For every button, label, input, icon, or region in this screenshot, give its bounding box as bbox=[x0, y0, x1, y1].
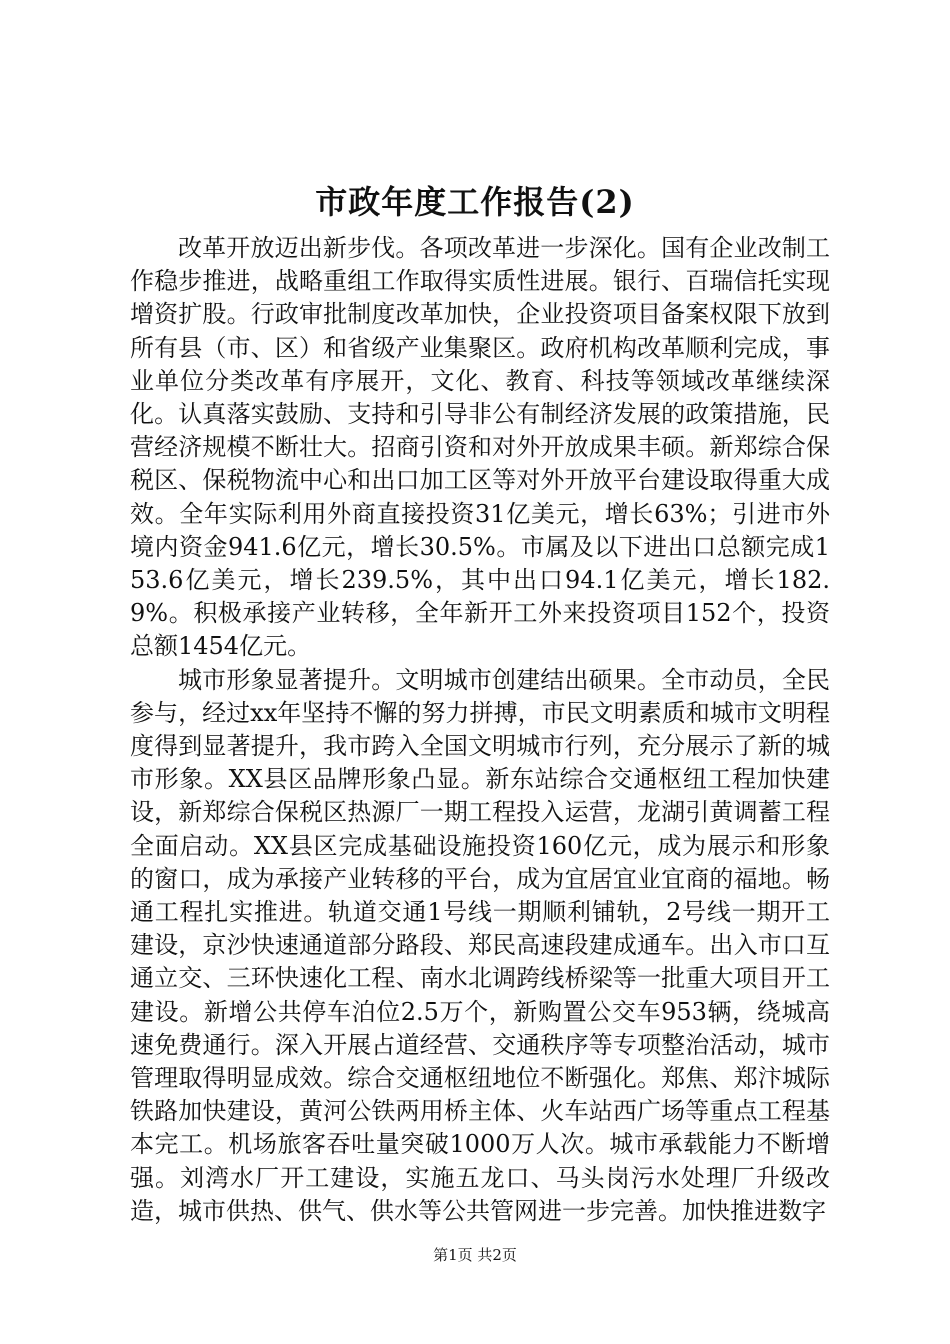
paragraph-reform: 改革开放迈出新步伐。各项改革进一步深化。国有企业改制工作稳步推进，战略重组工作取得实质性进展。银行、百瑞信托实现增资扩股。行政审批制度改革加快，企业投资项目备案权限下放到所有县（市、区）和省级产业集聚区。政府机构改革顺利完成，事业单位分类改革有序展开，文化、教育、科技等领域改革继续深化。认真落实鼓励、支持和引导非公有制经济发展的政策措施，民营经济规模不断壮大。招商引资和对外开放成果丰硕。新郑综合保税区、保税物流中心和出口加工区等对外开放平台建设取得重大成效。全年实际利用外商直接投资31亿美元，增长63%；引进市外境内资金941.6亿元，增长30.5%。市属及以下进出口总额完成153.6亿美元，增长239.5%，其中出口94.1亿美元，增长182.9%。积极承接产业转移，全年新开工外来投资项目152个，投资总额1454亿元。 bbox=[130, 234, 830, 661]
paragraph-city-image: 城市形象显著提升。文明城市创建结出硕果。全市动员，全民参与，经过xx年坚持不懈的努力拼搏，市民文明素质和城市文明程度得到显著提升，我市跨入全国文明城市行列，充分展示了新的城市形象。XX县区品牌形象凸显。新东站综合交通枢纽工程加快建设，新郑综合保税区热源厂一期工程投入运营，龙湖引黄调蓄工程全面启动。XX县区完成基础设施投资160亿元，成为展示和形象的窗口，成为承接产业转移的平台，成为宜居宜业宜商的福地。畅通工程扎实推进。轨道交通1号线一期顺利铺轨，2号线一期开工建设，京沙快速通道部分路段、郑民高速段建成通车。出入市口互通立交、三环快速化工程、南水北调跨线桥梁等一批重大项目开工建设。新增公共停车泊位2.5万个，新购置公交车953辆，绕城高速免费通行。深入开展占道经营、交通秩序等专项整治活动，城市管理取得明显成效。综合交通枢纽地位不断强化。郑焦、郑汴城际铁路加快建设，黄河公铁两用桥主体、火车站西广场等重点工程基本完工。机场旅客吞吐量突破1000万人次。城市承载能力不断增强。刘湾水厂开工建设，实施五龙口、马头岗污水处理厂升级改造，城市供热、供气、供水等公共管网进一步完善。加快推进数字 bbox=[130, 665, 830, 1225]
page-number: 第1页 共2页 bbox=[433, 1246, 517, 1264]
document-title: 市政年度工作报告(2) bbox=[315, 183, 635, 221]
document-body bbox=[130, 232, 830, 1228]
